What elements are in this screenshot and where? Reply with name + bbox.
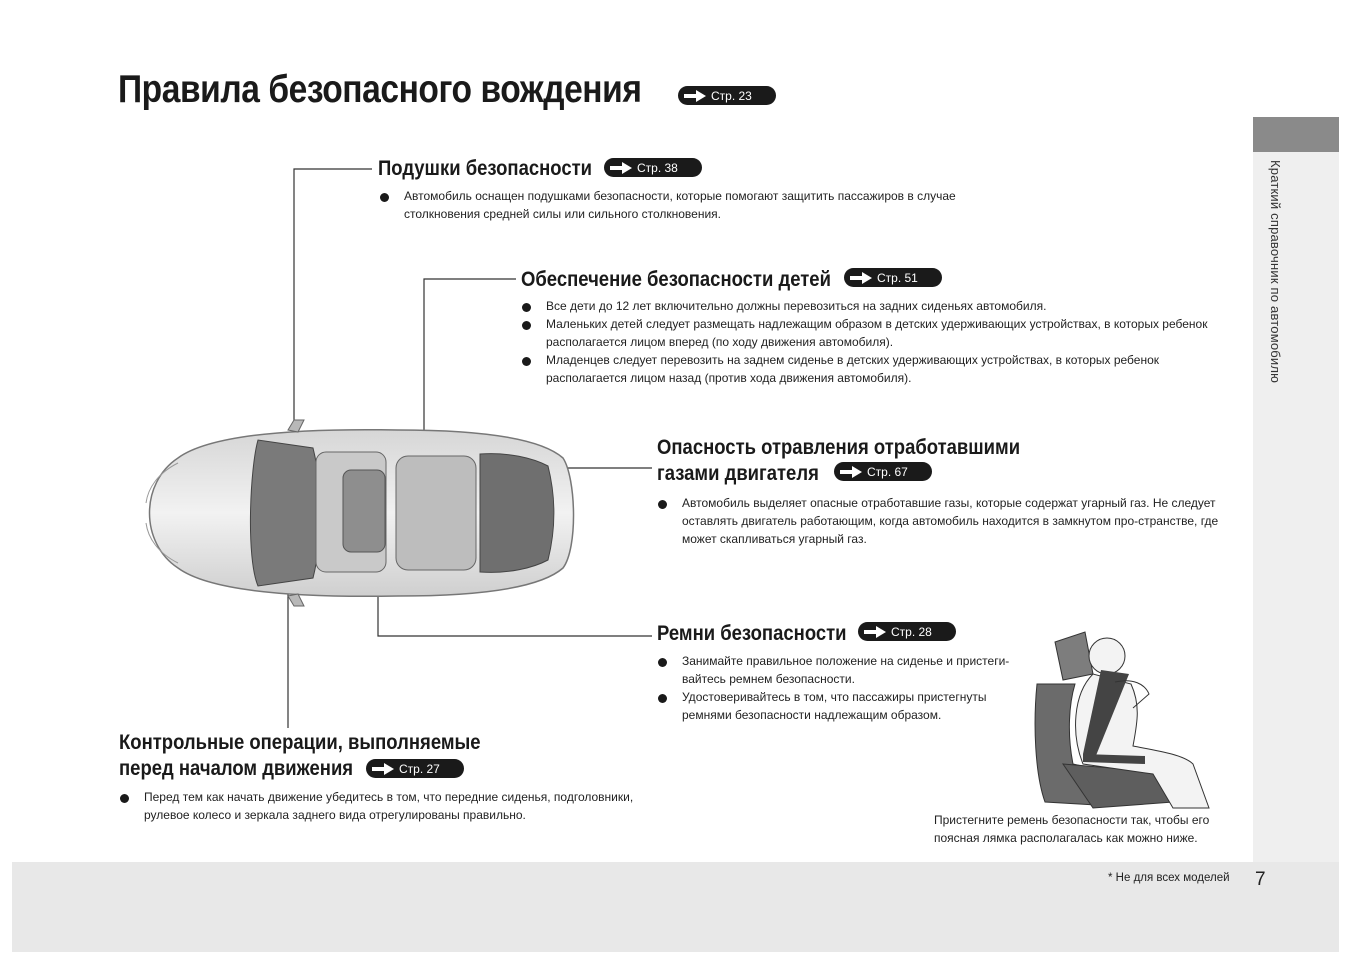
seatbelts-bullets [658,652,1028,724]
predrive-ref-link[interactable]: Стр. 27 [366,759,464,778]
page-ref-link[interactable]: Стр. 23 [678,86,776,105]
list-item: Удостоверивайтесь в том, что пассажиры пристегнуты ремнями безопасности надлежащим образом. [658,688,1028,724]
list-item: Младенцев следует перевозить на заднем сиденье в детских удерживающих устройствах, в которых ребенок располагается лицом назад (против хода движения автомобиля). [522,351,1212,387]
predrive-bullets [120,788,680,824]
airbags-ref-link[interactable]: Стр. 38 [604,158,702,177]
arrow-icon [849,271,873,285]
airbags-bullets [380,187,960,223]
exhaust-bullets [658,494,1228,548]
side-label: Краткий справочник по автомобилю [1268,160,1283,384]
footnote: * Не для всех моделей [1108,872,1230,884]
page-title-text: Правила безопасного вождения [118,68,642,111]
arrow-icon [839,465,863,479]
list-item: Занимайте правильное положение на сиденье и пристеги-вайтесь ремнем безопасности. [658,652,1028,688]
list-item: Автомобиль оснащен подушками безопасности, которые помогают защитить пассажиров в случае столкновения средней силы или сильного столкновения. [380,187,960,223]
predrive-heading: Контрольные операции, выполняемые перед началом движения [119,731,481,780]
airbags-heading: Подушки безопасности [378,157,593,180]
seatbelt-person-illustration [1033,624,1223,810]
seatbelt-caption: Пристегните ремень безопасности так, чтобы его поясная лямка располагалась как можно ниже. [934,813,1210,845]
list-item: Автомобиль выделяет опасные отработавшие газы, которые содержат угарный газ. Не следует оставлять двигатель работающим, когда автомобиль находится в замкнутом про-странстве, где может скапливаться угарный газ. [658,494,1228,548]
seatbelts-ref-link[interactable]: Стр. 28 [858,622,956,641]
arrow-icon [609,161,633,175]
children-ref-link[interactable]: Стр. 51 [844,268,942,287]
page-number: 7 [1255,869,1266,890]
list-item: Все дети до 12 лет включительно должны перевозиться на задних сиденьях автомобиля. [522,297,1212,315]
arrow-icon [863,625,887,639]
seatbelts-heading: Ремни безопасности [657,622,847,645]
children-bullets [522,297,1212,387]
list-item: Перед тем как начать движение убедитесь в том, что передние сиденья, подголовники, рулевое колесо и зеркала заднего вида отрегулированы правильно. [120,788,680,824]
exhaust-heading: Опасность отравления отработавшими газами двигателя [657,436,1021,485]
car-top-view-illustration [138,418,578,608]
list-item: Маленьких детей следует размещать надлежащим образом в детских удерживающих устройствах, в которых ребенок располагается лицом вперед (по ходу движения автомобиля). [522,315,1212,351]
exhaust-ref-link[interactable]: Стр. 67 [834,462,932,481]
children-heading: Обеспечение безопасности детей [521,268,831,291]
arrow-icon [371,762,395,776]
